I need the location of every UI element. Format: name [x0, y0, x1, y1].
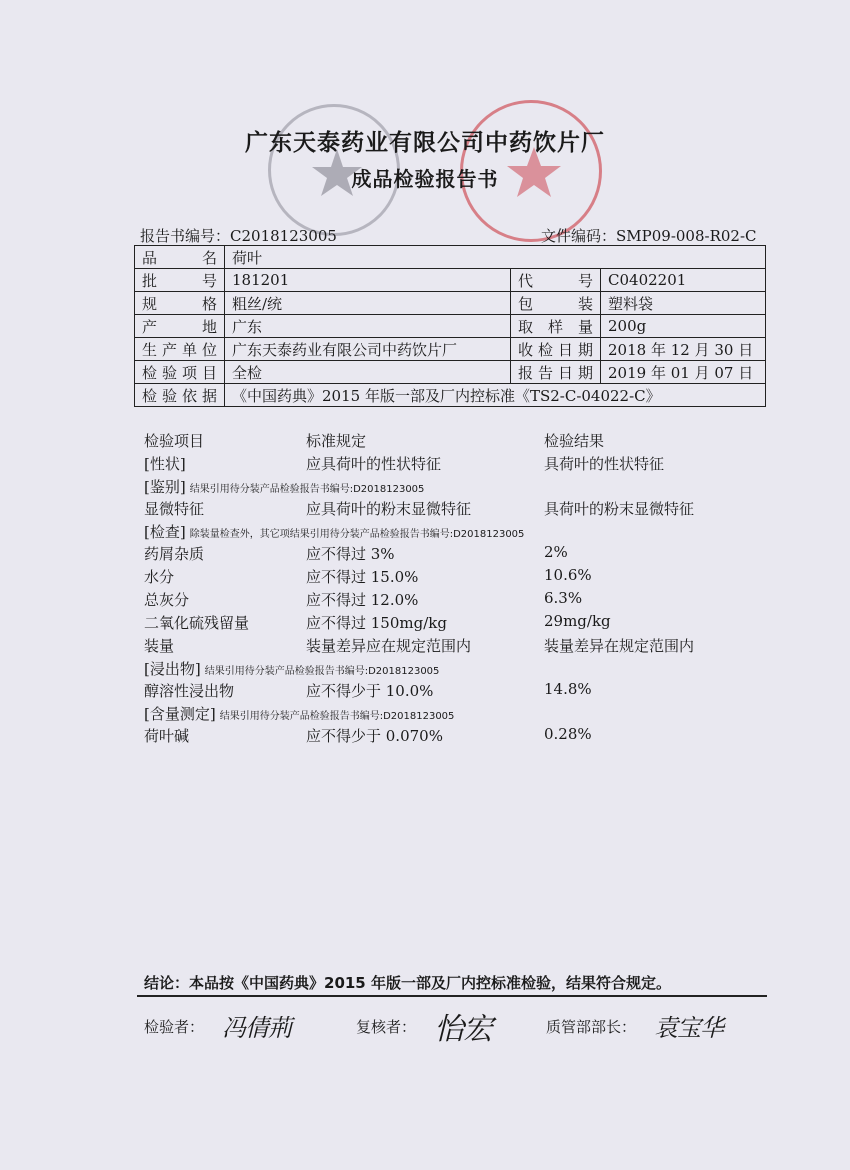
- test-item-label: 检验项目: [135, 361, 225, 384]
- origin-label: 产 地: [135, 315, 225, 338]
- basis-label: 检验依据: [135, 384, 225, 407]
- section-title: [浸出物]: [144, 660, 201, 678]
- result-standard: 装量差异应在规定范围内: [306, 637, 472, 655]
- section-heading: [144, 476, 424, 497]
- maker-value: 广东天泰药业有限公司中药饮片厂: [225, 338, 511, 361]
- section-note: 结果引用待分装产品检验报告书编号:D2018123005: [189, 484, 425, 495]
- result-item: [性状]: [144, 455, 186, 473]
- result-value: 14.8%: [544, 680, 592, 698]
- result-row: [144, 453, 764, 476]
- spec-label: 规 格: [135, 292, 225, 315]
- code-label: 代 号: [511, 269, 601, 292]
- results-header: [144, 430, 764, 453]
- section-note: 结果引用待分装产品检验报告书编号:D2018123005: [204, 666, 440, 677]
- table-row: [135, 269, 766, 292]
- section-note: 结果引用待分装产品检验报告书编号:D2018123005: [219, 711, 455, 722]
- spec-value: 粗丝/统: [225, 292, 511, 315]
- section-title: [含量测定]: [144, 705, 216, 723]
- conclusion: 结论：本品按《中国药典》2015 年版一部及厂内控标准检验，结果符合规定。: [144, 974, 671, 992]
- qa-manager-signature: 袁宝华: [654, 1014, 723, 1042]
- result-row: [144, 725, 764, 748]
- product-value: 荷叶: [225, 246, 766, 269]
- result-item: 总灰分: [144, 591, 190, 609]
- package-value: 塑料袋: [601, 292, 766, 315]
- result-row: [144, 498, 764, 521]
- sample-label: 取 样 量: [511, 315, 601, 338]
- result-item: 醇溶性浸出物: [144, 682, 235, 700]
- report-date-label: 报告日期: [511, 361, 601, 384]
- result-value: 装量差异在规定范围内: [544, 637, 695, 655]
- result-value: 具荷叶的粉末显微特征: [544, 500, 695, 518]
- code-value: C0402201: [601, 269, 766, 292]
- result-item: 水分: [144, 568, 175, 586]
- table-row: [135, 292, 766, 315]
- col-standard-header: 标准规定: [306, 432, 367, 450]
- result-standard: 应不得过 150mg/kg: [306, 614, 447, 632]
- result-row: [144, 612, 764, 635]
- report-number: 报告书编号：C2018123005: [140, 227, 337, 245]
- table-row: [135, 384, 766, 407]
- section-row: [144, 476, 764, 498]
- section-row: [144, 658, 764, 680]
- result-standard: 应不得少于 10.0%: [306, 682, 434, 700]
- col-result-header: 检验结果: [544, 432, 605, 450]
- result-row: [144, 589, 764, 612]
- section-heading: [144, 703, 454, 724]
- divider: [137, 995, 767, 997]
- result-row: [144, 635, 764, 658]
- section-row: [144, 521, 764, 543]
- reviewer-label: 复核者：: [356, 1018, 417, 1036]
- result-standard: 应具荷叶的粉末显微特征: [306, 500, 472, 518]
- inspector-signature: 冯倩荊: [222, 1014, 291, 1042]
- section-heading: [144, 521, 524, 542]
- inspector-label: 检验者：: [144, 1018, 205, 1036]
- section-heading: [144, 658, 439, 679]
- basis-value: 《中国药典》2015 年版一部及厂内控标准《TS2-C-04022-C》: [225, 384, 766, 407]
- maker-label: 生产单位: [135, 338, 225, 361]
- result-standard: 应具荷叶的性状特征: [306, 455, 442, 473]
- result-item: 荷叶碱: [144, 727, 190, 745]
- product-info-table: [134, 245, 766, 407]
- result-standard: 应不得过 3%: [306, 545, 395, 563]
- qa-manager-label: 质管部部长：: [546, 1018, 637, 1036]
- batch-value: 181201: [225, 269, 511, 292]
- result-standard: 应不得过 15.0%: [306, 568, 419, 586]
- product-label: 品 名: [135, 246, 225, 269]
- result-value: 29mg/kg: [544, 612, 611, 630]
- table-row: [135, 315, 766, 338]
- origin-value: 广东: [225, 315, 511, 338]
- result-value: 0.28%: [544, 725, 592, 743]
- receive-date-label: 收检日期: [511, 338, 601, 361]
- receive-date-value: 2018 年 12 月 30 日: [601, 338, 766, 361]
- company-name: 广东天泰药业有限公司中药饮片厂: [245, 130, 605, 156]
- result-value: 2%: [544, 543, 568, 561]
- file-code: 文件编码：SMP09-008-R02-C: [541, 227, 757, 245]
- result-item: 二氧化硫残留量: [144, 614, 250, 632]
- section-note: 除装量检查外，其它项结果引用待分装产品检验报告书编号:D2018123005: [189, 529, 525, 540]
- result-value: 6.3%: [544, 589, 583, 607]
- sample-value: 200g: [601, 315, 766, 338]
- document-title: 成品检验报告书: [351, 167, 499, 191]
- package-label: 包 装: [511, 292, 601, 315]
- batch-label: 批 号: [135, 269, 225, 292]
- table-row: [135, 338, 766, 361]
- result-standard: 应不得少于 0.070%: [306, 727, 443, 745]
- reviewer-signature: 怡宏: [434, 1012, 492, 1047]
- section-title: [鉴别]: [144, 478, 186, 496]
- report-date-value: 2019 年 01 月 07 日: [601, 361, 766, 384]
- result-value: 10.6%: [544, 566, 592, 584]
- result-row: [144, 680, 764, 703]
- section-row: [144, 703, 764, 725]
- result-standard: 应不得过 12.0%: [306, 591, 419, 609]
- result-item: 装量: [144, 637, 175, 655]
- table-row: [135, 246, 766, 269]
- result-row: [144, 566, 764, 589]
- col-item-header: 检验项目: [144, 432, 205, 450]
- section-title: [检查]: [144, 523, 186, 541]
- result-value: 具荷叶的性状特征: [544, 455, 665, 473]
- result-row: [144, 543, 764, 566]
- results-section: [144, 430, 764, 748]
- test-item-value: 全检: [225, 361, 511, 384]
- result-item: 药屑杂质: [144, 545, 205, 563]
- result-item: 显微特征: [144, 500, 205, 518]
- table-row: [135, 361, 766, 384]
